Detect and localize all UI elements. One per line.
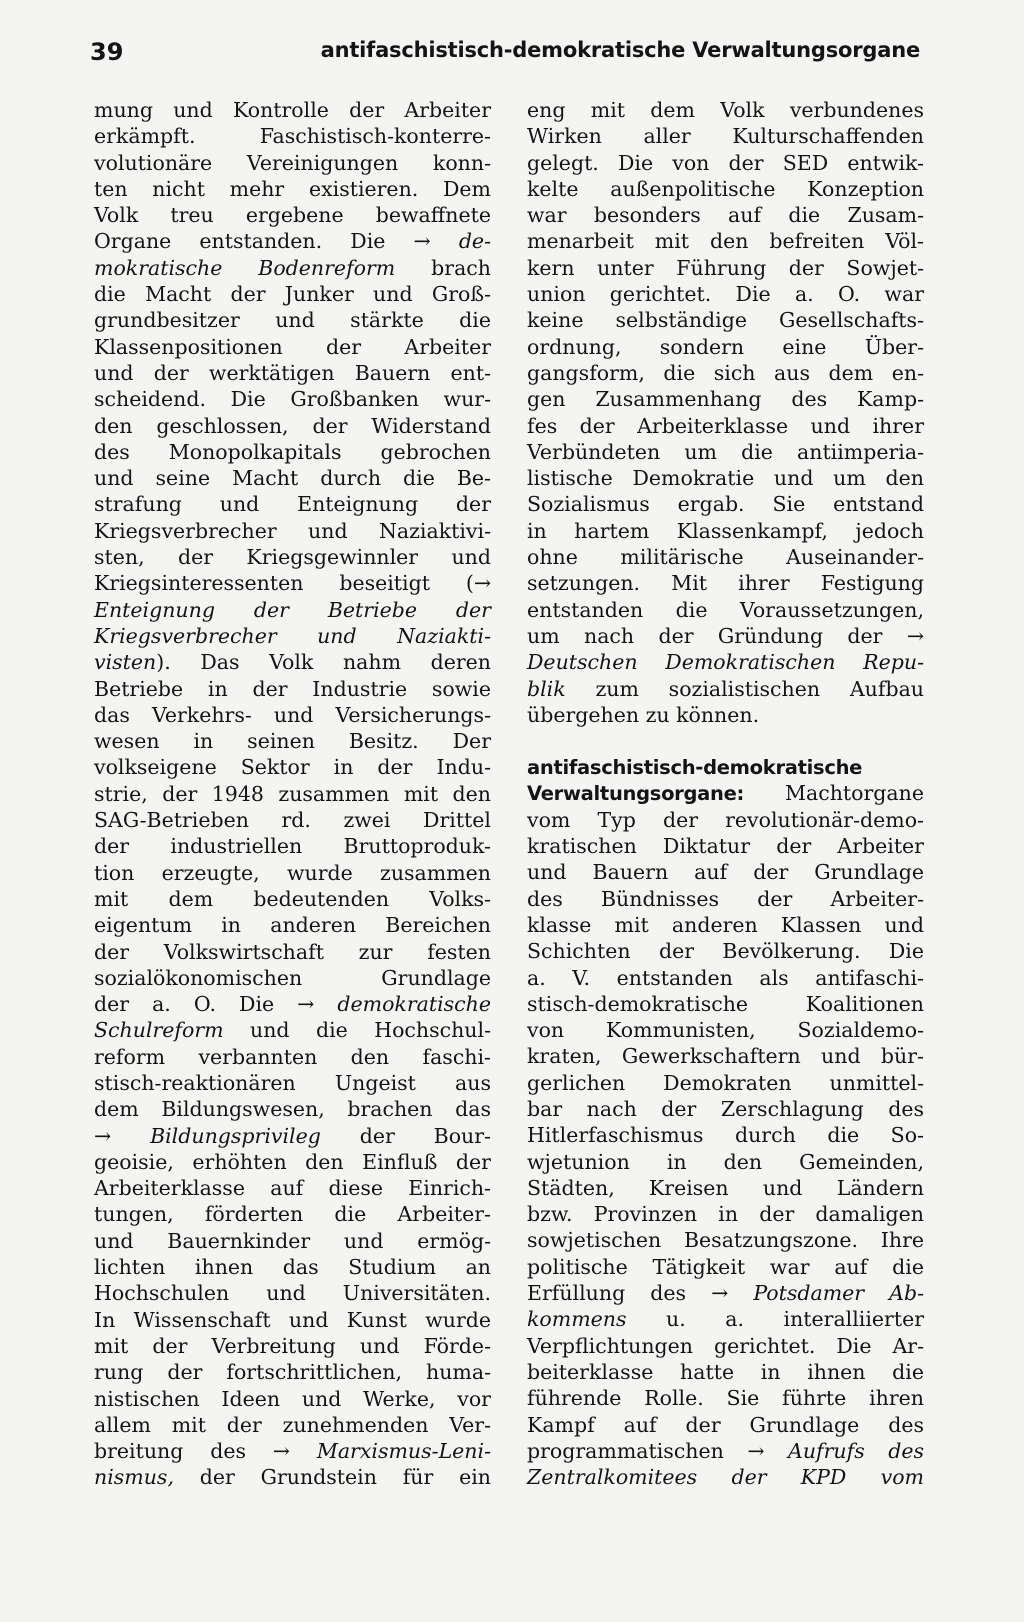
text-line — [94, 334, 491, 360]
text-line — [527, 1227, 924, 1253]
text-line — [94, 255, 491, 281]
text-line — [94, 1254, 491, 1280]
body-text: Sozialismus ergab. Sie entstand — [527, 492, 924, 517]
body-text: nistischen Ideen und Werke, vor — [94, 1386, 491, 1411]
body-text: Verpflichtungen gerichtet. Die Ar- — [527, 1333, 924, 1358]
text-line — [527, 1359, 924, 1385]
text-line — [94, 1201, 491, 1227]
paragraph-gap — [527, 728, 924, 754]
body-text: menarbeit mit den befreiten Völ- — [527, 229, 924, 254]
cross-reference-text: nismus, — [94, 1465, 174, 1490]
text-line — [94, 649, 491, 675]
text-line — [527, 1385, 924, 1411]
text-line — [527, 1438, 924, 1464]
body-text: Städten, Kreisen und Ländern — [527, 1175, 924, 1200]
body-text: mit dem bedeutenden Volks- — [94, 886, 491, 911]
body-text: geoisie, erhöhten den Einfluß der — [94, 1149, 491, 1174]
text-line — [94, 202, 491, 228]
body-text: und Bauern auf der Grundlage — [527, 860, 924, 885]
text-line — [527, 859, 924, 885]
body-text: Klassenpositionen der Arbeiter — [94, 334, 491, 359]
text-line — [94, 860, 491, 886]
text-line — [94, 807, 491, 833]
body-text: stisch-demokratische Koalitionen — [527, 991, 924, 1016]
text-line — [94, 439, 491, 465]
cross-reference-text: Aufrufs des — [788, 1438, 924, 1463]
body-text: und der werktätigen Bauern ent- — [94, 360, 491, 385]
cross-reference-text: Zentralkomitees der KPD vom — [527, 1465, 924, 1490]
text-line — [527, 255, 924, 281]
body-text: kern unter Führung der Sowjet- — [527, 255, 924, 280]
text-line — [94, 176, 491, 202]
text-line — [94, 1438, 491, 1464]
body-text: volutionäre Vereinigungen konn- — [94, 150, 491, 175]
cross-reference-text: mokratische Bodenreform — [94, 255, 396, 280]
text-line — [94, 491, 491, 517]
body-text: zum sozialistischen Aufbau — [565, 676, 924, 701]
text-line — [527, 281, 924, 307]
body-text: reform verbannten den faschi- — [94, 1044, 491, 1069]
body-text: Kriegsverbrecher und Naziaktivi- — [94, 518, 491, 543]
body-text: brach — [395, 255, 491, 280]
body-text: strafung und Enteignung der — [94, 492, 491, 517]
body-text: a. V. entstanden als antifaschi- — [527, 965, 924, 990]
body-text: Machtorgane — [744, 781, 924, 806]
text-line — [527, 965, 924, 991]
body-text: kraten, Gewerkschaftern und bür- — [527, 1044, 924, 1069]
text-line — [94, 228, 491, 254]
text-line — [94, 1096, 491, 1122]
text-line — [527, 938, 924, 964]
text-line — [527, 202, 924, 228]
text-line — [527, 597, 924, 623]
text-line — [527, 1096, 924, 1122]
page-number: 39 — [90, 38, 124, 66]
body-text: und Bauernkinder und ermög- — [94, 1228, 491, 1253]
cross-reference-text: demokratische — [337, 992, 491, 1017]
text-line — [94, 1307, 491, 1333]
body-text: von Kommunisten, Sozialdemo- — [527, 1018, 924, 1043]
body-text: des Bündnisses der Arbeiter- — [527, 886, 924, 911]
text-line — [94, 544, 491, 570]
text-line — [94, 676, 491, 702]
body-text: allem mit der zunehmenden Ver- — [94, 1412, 491, 1437]
body-text: Kriegsinteressenten beseitigt (→ — [94, 571, 491, 596]
body-text: der Grundstein für ein — [173, 1465, 491, 1490]
text-line — [94, 1123, 491, 1149]
text-line — [94, 123, 491, 149]
body-text: SAG-Betrieben rd. zwei Drittel — [94, 808, 491, 833]
body-text: sozialökonomischen Grundlage — [94, 965, 491, 990]
body-text: lichten ihnen das Studium an — [94, 1255, 491, 1280]
body-text: kelte außenpolitische Konzeption — [527, 176, 924, 201]
body-text: listische Demokratie und um den — [527, 466, 924, 491]
body-text: tungen, förderten die Arbeiter- — [94, 1202, 491, 1227]
text-line — [94, 939, 491, 965]
text-line — [527, 1254, 924, 1280]
body-text: klasse mit anderen Klassen und — [527, 912, 924, 937]
text-line — [94, 97, 491, 123]
body-text: und die Hochschul- — [223, 1018, 491, 1043]
body-text: Arbeiterklasse auf diese Einrich- — [94, 1176, 491, 1201]
body-text: wjetunion in den Gemeinden, — [527, 1149, 924, 1174]
cross-reference-text: kommens — [527, 1307, 627, 1332]
text-line — [94, 623, 491, 649]
body-text: führende Rolle. Sie führte ihren — [527, 1386, 924, 1411]
body-text: eigentum in anderen Bereichen — [94, 913, 491, 938]
body-text: ordnung, sondern eine Über- — [527, 334, 924, 359]
text-line — [94, 833, 491, 859]
text-line — [527, 544, 924, 570]
cross-reference-text: Potsdamer Ab- — [753, 1281, 924, 1306]
left-column — [94, 97, 491, 1491]
text-line — [527, 465, 924, 491]
body-text: in hartem Klassenkampf, jedoch — [527, 518, 924, 543]
body-text: vom Typ der revolutionär-demo- — [527, 807, 924, 832]
body-text: Wirken aller Kulturschaffenden — [527, 124, 924, 149]
text-line — [527, 649, 924, 675]
text-line — [527, 1043, 924, 1069]
text-line — [527, 1333, 924, 1359]
body-text: strie, der 1948 zusammen mit den — [94, 781, 491, 806]
body-text: der industriellen Bruttoproduk- — [94, 834, 491, 859]
text-line — [527, 991, 924, 1017]
text-line — [527, 807, 924, 833]
body-text: Hochschulen und Universitäten. — [94, 1281, 491, 1306]
text-line — [527, 413, 924, 439]
entry-headword: Verwaltungsorgane: — [527, 782, 745, 806]
text-line — [527, 1175, 924, 1201]
text-line — [527, 97, 924, 123]
body-text: bar nach der Zerschlagung des — [527, 1096, 924, 1121]
text-line — [94, 597, 491, 623]
text-line — [94, 1017, 491, 1043]
text-line — [527, 754, 924, 780]
text-line — [527, 676, 924, 702]
text-line — [527, 780, 924, 806]
text-line — [527, 334, 924, 360]
cross-reference-text: Kriegsverbrecher und Naziakti- — [94, 623, 491, 648]
body-text: kratischen Diktatur der Arbeiter — [527, 834, 924, 859]
text-line — [94, 1044, 491, 1070]
body-text: Schichten der Bevölkerung. Die — [527, 939, 924, 964]
text-line — [94, 413, 491, 439]
text-line — [94, 307, 491, 333]
text-line — [527, 886, 924, 912]
body-text: gerlichen Demokraten unmittel- — [527, 1070, 924, 1095]
body-text: grundbesitzer und stärkte die — [94, 308, 491, 333]
body-text: Kampf auf der Grundlage des — [527, 1412, 924, 1437]
body-text: der a. O. Die → — [94, 992, 338, 1017]
text-line — [527, 1017, 924, 1043]
body-text: den geschlossen, der Widerstand — [94, 413, 491, 438]
body-text: ten nicht mehr existieren. Dem — [94, 176, 491, 201]
text-line — [527, 1412, 924, 1438]
text-line — [527, 1122, 924, 1148]
text-line — [527, 439, 924, 465]
cross-reference-text: Marxismus-Leni- — [316, 1439, 491, 1464]
body-text: ohne militärische Auseinander- — [527, 545, 924, 570]
body-text: ). Das Volk nahm deren — [156, 650, 491, 675]
text-line — [527, 360, 924, 386]
text-line — [94, 570, 491, 596]
body-text: des Monopolkapitals gebrochen — [94, 439, 491, 464]
cross-reference-text: blik — [527, 676, 566, 701]
text-line — [94, 1464, 491, 1490]
body-text: politische Tätigkeit war auf die — [527, 1254, 924, 1279]
text-line — [94, 281, 491, 307]
body-text: der Volkswirtschaft zur festen — [94, 939, 491, 964]
body-text: bzw. Provinzen in der damaligen — [527, 1202, 924, 1227]
text-line — [94, 1359, 491, 1385]
body-text: setzungen. Mit ihrer Festigung — [527, 571, 924, 596]
right-column — [527, 97, 924, 1490]
text-line — [527, 1149, 924, 1175]
text-line — [527, 1201, 924, 1227]
text-line — [94, 1070, 491, 1096]
body-text: der Bour- — [320, 1123, 491, 1148]
text-line — [527, 1070, 924, 1096]
text-line — [527, 1306, 924, 1332]
body-text: gen Zusammenhang des Kamp- — [527, 387, 924, 412]
body-text: gelegt. Die von der SED entwik- — [527, 150, 924, 175]
text-line — [527, 123, 924, 149]
text-line — [527, 623, 924, 649]
body-text: beiterklasse hatte in ihnen die — [527, 1359, 924, 1384]
body-text: eng mit dem Volk verbundenes — [527, 98, 924, 122]
body-text: gangsform, die sich aus dem en- — [527, 360, 924, 385]
text-line — [527, 1280, 924, 1306]
body-text: fes der Arbeiterklasse und ihrer — [527, 413, 924, 438]
text-line — [94, 702, 491, 728]
text-line — [94, 886, 491, 912]
body-text: union gerichtet. Die a. O. war — [527, 282, 924, 307]
text-line — [94, 1333, 491, 1359]
text-line — [94, 518, 491, 544]
body-text: Erfüllung des → — [527, 1281, 754, 1306]
body-text: mung und Kontrolle der Arbeiter — [94, 98, 491, 122]
body-text: mit der Verbreitung und Förde- — [94, 1333, 491, 1358]
text-line — [527, 491, 924, 517]
body-text: breitung des → — [94, 1439, 317, 1464]
body-text: → — [94, 1123, 151, 1148]
body-text: das Verkehrs- und Versicherungs- — [94, 702, 491, 727]
body-text: Organe entstanden. Die → — [94, 229, 459, 254]
text-line — [527, 912, 924, 938]
body-text: war besonders auf die Zusam- — [527, 203, 924, 228]
text-line — [94, 912, 491, 938]
body-text: die Macht der Junker und Groß- — [94, 282, 491, 307]
text-line — [527, 518, 924, 544]
text-line — [94, 1412, 491, 1438]
body-text: wesen in seinen Besitz. Der — [94, 729, 491, 754]
body-text: volkseigene Sektor in der Indu- — [94, 755, 491, 780]
text-line — [94, 1149, 491, 1175]
body-text: Hitlerfaschismus durch die So- — [527, 1123, 924, 1148]
body-text: sten, der Kriegsgewinnler und — [94, 545, 491, 570]
running-head: antifaschistisch-demokratische Verwaltungsorgane — [320, 38, 920, 62]
text-line — [94, 150, 491, 176]
text-line — [527, 702, 924, 728]
page-header — [90, 38, 920, 78]
cross-reference-text: Bildungsprivileg — [150, 1123, 321, 1148]
body-text: Volk treu ergebene bewaffnete — [94, 203, 491, 228]
body-text: tion erzeugte, wurde zusammen — [94, 860, 491, 885]
cross-reference-text: Enteignung der Betriebe der — [94, 597, 491, 622]
text-line — [94, 360, 491, 386]
body-text: rung der fortschrittlichen, huma- — [94, 1360, 491, 1385]
body-text: keine selbständige Gesellschafts- — [527, 308, 924, 333]
text-line — [527, 228, 924, 254]
text-line — [527, 386, 924, 412]
text-line — [527, 176, 924, 202]
cross-reference-text: Deutschen Demokratischen Repu- — [527, 650, 924, 675]
body-text: u. a. interalliierter — [626, 1307, 924, 1332]
body-text: In Wissenschaft und Kunst wurde — [94, 1307, 491, 1332]
text-line — [94, 465, 491, 491]
body-text: programmatischen → — [527, 1438, 789, 1463]
text-line — [94, 754, 491, 780]
body-text: stisch-reaktionären Ungeist aus — [94, 1070, 491, 1095]
body-text: scheidend. Die Großbanken wur- — [94, 387, 491, 412]
body-text: sowjetischen Besatzungszone. Ihre — [527, 1228, 924, 1253]
text-line — [94, 1175, 491, 1201]
text-line — [527, 833, 924, 859]
text-line — [527, 307, 924, 333]
text-line — [527, 570, 924, 596]
body-text: Betriebe in der Industrie sowie — [94, 676, 491, 701]
body-text: entstanden die Voraussetzungen, — [527, 597, 924, 622]
body-text: übergehen zu können. — [527, 702, 760, 727]
text-line — [94, 1228, 491, 1254]
text-line — [94, 965, 491, 991]
text-line — [94, 728, 491, 754]
body-text: dem Bildungswesen, brachen das — [94, 1097, 491, 1122]
text-line — [94, 991, 491, 1017]
text-line — [94, 781, 491, 807]
text-line — [94, 1280, 491, 1306]
cross-reference-text: de- — [458, 229, 491, 254]
text-line — [94, 386, 491, 412]
entry-headword: antifaschistisch-demokratische — [527, 756, 863, 780]
body-text: Verbündeten um die antiimperia- — [527, 439, 924, 464]
body-text: und seine Macht durch die Be- — [94, 466, 491, 491]
cross-reference-text: visten — [94, 650, 157, 675]
cross-reference-text: Schulreform — [94, 1018, 224, 1043]
text-line — [527, 150, 924, 176]
body-text: erkämpft. Faschistisch-konterre- — [94, 124, 491, 149]
text-line — [527, 1464, 924, 1490]
text-line — [94, 1386, 491, 1412]
body-text: um nach der Gründung der → — [527, 623, 924, 648]
